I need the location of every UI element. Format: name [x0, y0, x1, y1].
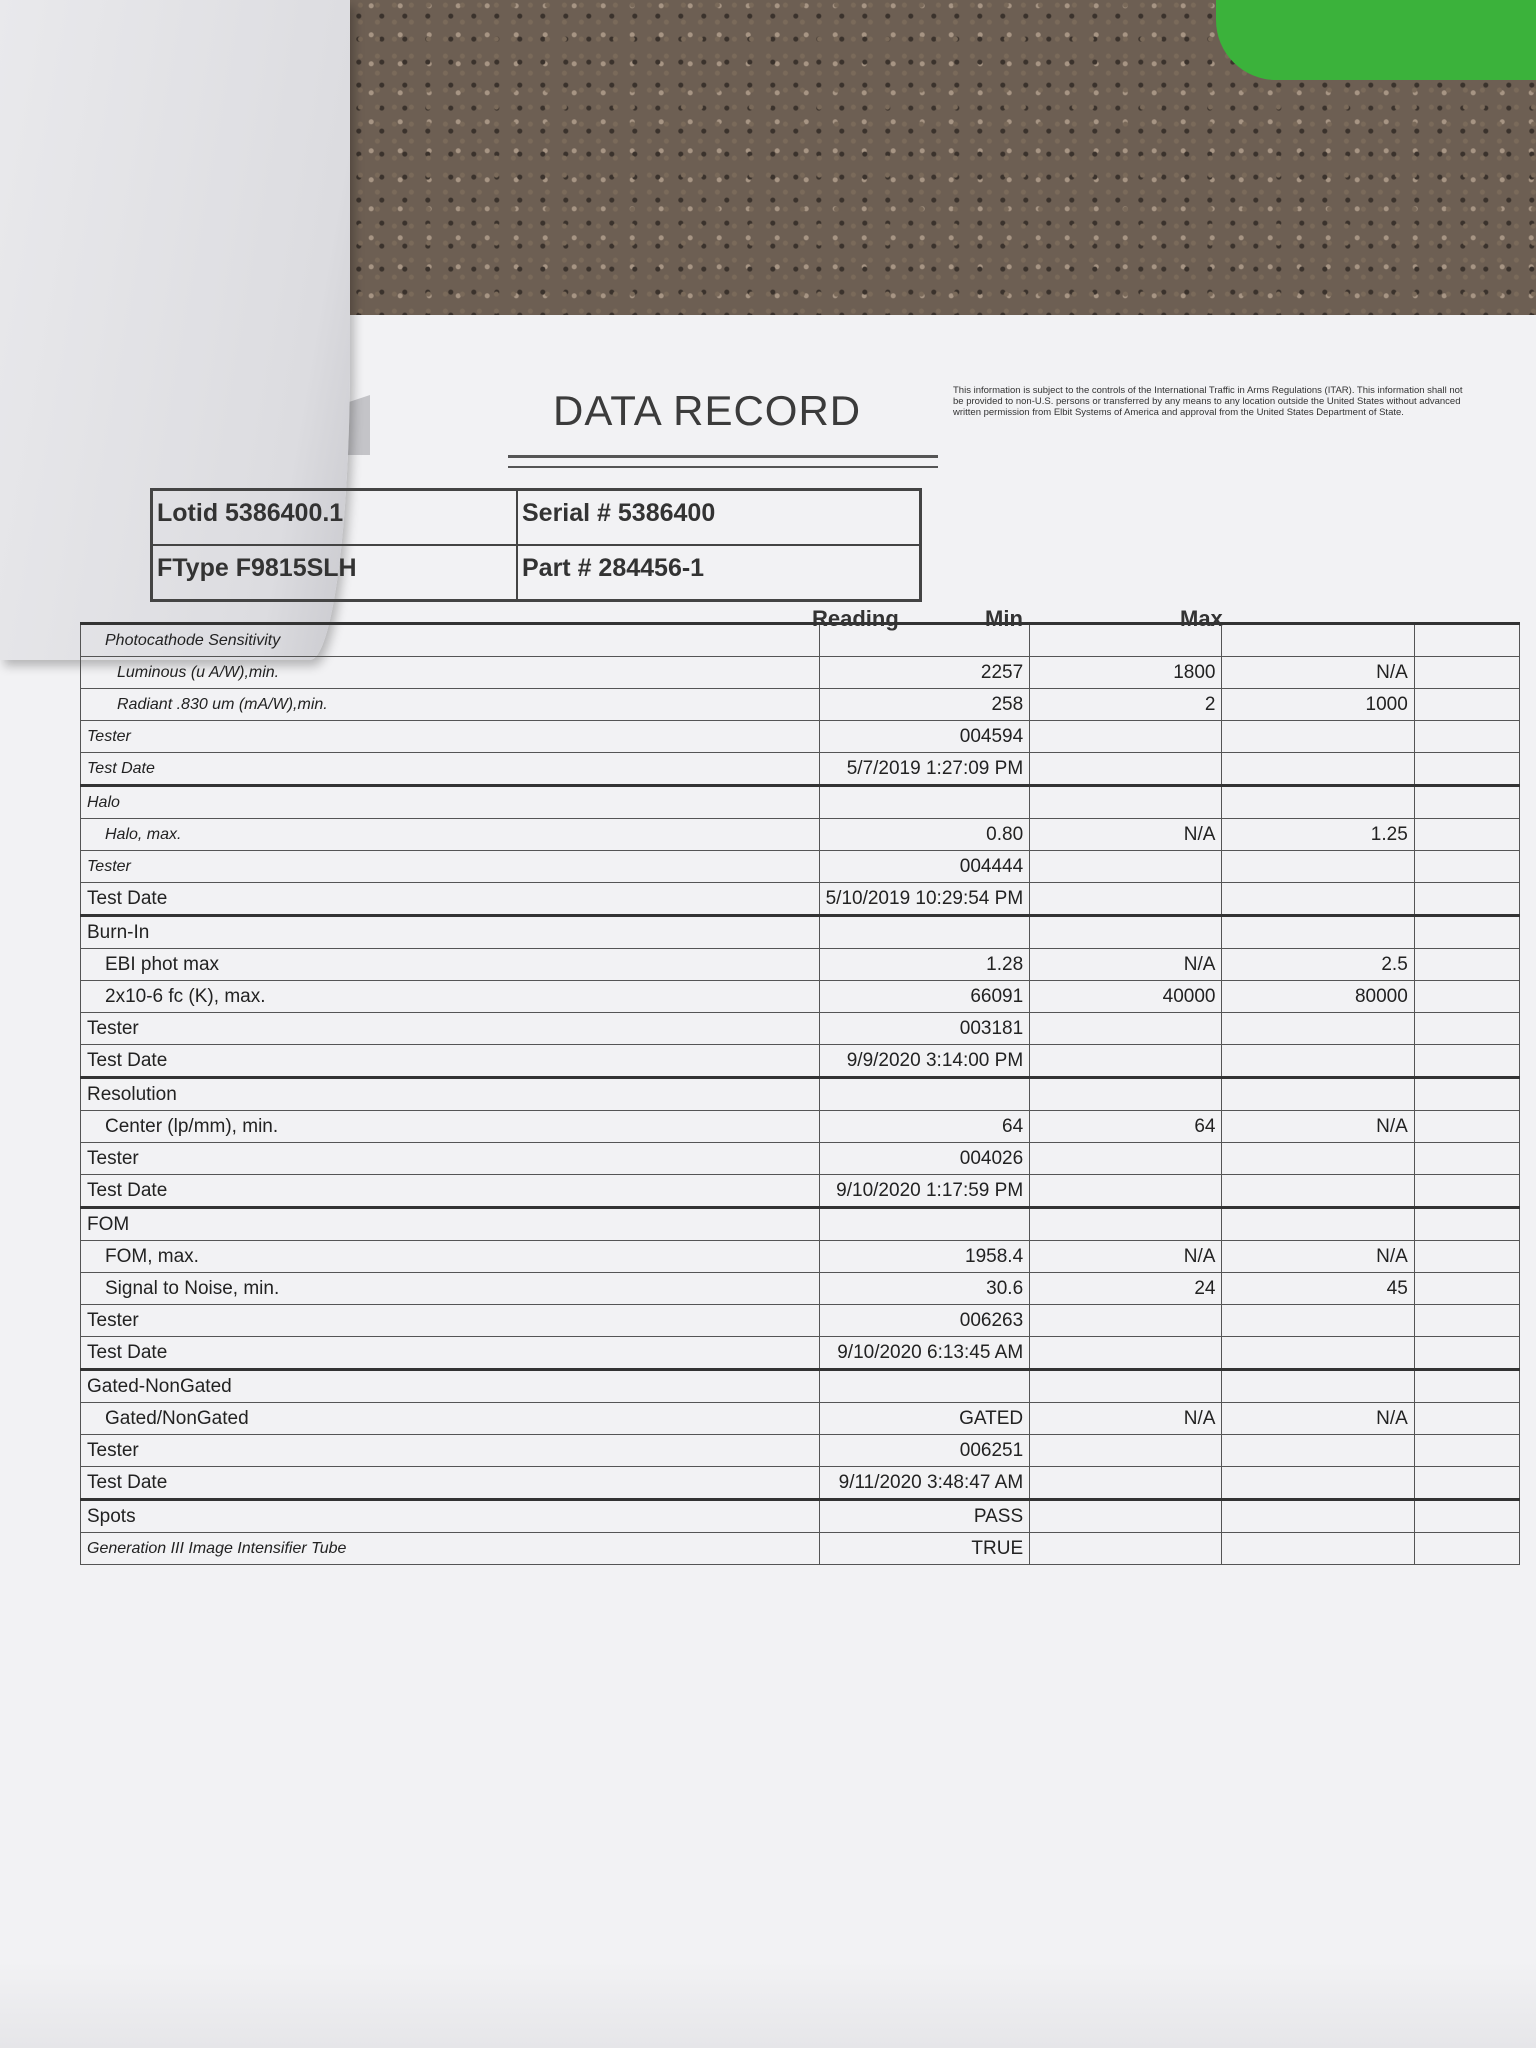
- row-label: Test Date: [81, 1175, 820, 1208]
- row-reading: 66091: [819, 981, 1030, 1013]
- row-label: Test Date: [81, 1337, 820, 1370]
- row-spare-cell: [1414, 657, 1519, 689]
- max-header: Max: [1180, 606, 1223, 631]
- row-max: [1222, 916, 1414, 949]
- row-max: [1222, 883, 1414, 916]
- row-reading: 5/10/2019 10:29:54 PM: [819, 883, 1030, 916]
- row-spare-cell: [1414, 1305, 1519, 1337]
- row-reading: 004026: [819, 1143, 1030, 1175]
- table-row: [81, 786, 1520, 819]
- row-spare-cell: [1414, 883, 1519, 916]
- table-row: [81, 1273, 1520, 1305]
- table-row: [81, 1403, 1520, 1435]
- row-reading: [819, 1370, 1030, 1403]
- row-spare-cell: [1414, 1208, 1519, 1241]
- row-spare-cell: [1414, 624, 1519, 657]
- row-max: N/A: [1222, 1241, 1414, 1273]
- table-row: [81, 1013, 1520, 1045]
- row-label: FOM, max.: [81, 1241, 820, 1273]
- row-reading: 9/11/2020 3:48:47 AM: [819, 1467, 1030, 1500]
- table-row: [81, 949, 1520, 981]
- green-bag: [1216, 0, 1536, 80]
- row-label: Gated-NonGated: [81, 1370, 820, 1403]
- row-min: [1030, 1500, 1222, 1533]
- table-row: [81, 657, 1520, 689]
- row-label: Test Date: [81, 753, 820, 786]
- row-spare-cell: [1414, 1143, 1519, 1175]
- row-min: [1030, 1337, 1222, 1370]
- row-label: Gated/NonGated: [81, 1403, 820, 1435]
- row-max: [1222, 1500, 1414, 1533]
- row-max: [1222, 1467, 1414, 1500]
- row-min: [1030, 1533, 1222, 1565]
- row-reading: 30.6: [819, 1273, 1030, 1305]
- row-spare-cell: [1414, 1337, 1519, 1370]
- row-min: [1030, 1370, 1222, 1403]
- row-label: Tester: [81, 721, 820, 753]
- row-min: [1030, 1467, 1222, 1500]
- row-spare-cell: [1414, 1241, 1519, 1273]
- row-label: Test Date: [81, 883, 820, 916]
- row-max: 1.25: [1222, 819, 1414, 851]
- row-max: N/A: [1222, 657, 1414, 689]
- row-min: [1030, 1305, 1222, 1337]
- row-min: N/A: [1030, 949, 1222, 981]
- row-max: 2.5: [1222, 949, 1414, 981]
- row-label: Tester: [81, 1305, 820, 1337]
- row-min: [1030, 1208, 1222, 1241]
- row-min: N/A: [1030, 1403, 1222, 1435]
- row-label: Generation III Image Intensifier Tube: [81, 1533, 820, 1565]
- row-spare-cell: [1414, 1370, 1519, 1403]
- row-min: [1030, 753, 1222, 786]
- row-min: [1030, 786, 1222, 819]
- row-max: [1222, 1208, 1414, 1241]
- row-min: 2: [1030, 689, 1222, 721]
- row-label: Halo: [81, 786, 820, 819]
- table-row: [81, 1078, 1520, 1111]
- row-max: [1222, 1045, 1414, 1078]
- table-row: [81, 1370, 1520, 1403]
- row-spare-cell: [1414, 721, 1519, 753]
- row-spare-cell: [1414, 949, 1519, 981]
- row-label: Signal to Noise, min.: [81, 1273, 820, 1305]
- row-reading: [819, 786, 1030, 819]
- row-min: 1800: [1030, 657, 1222, 689]
- row-spare-cell: [1414, 1533, 1519, 1565]
- row-spare-cell: [1414, 1435, 1519, 1467]
- row-label: FOM: [81, 1208, 820, 1241]
- row-label: Test Date: [81, 1467, 820, 1500]
- table-row: [81, 1208, 1520, 1241]
- row-reading: [819, 624, 1030, 657]
- row-max: [1222, 1078, 1414, 1111]
- row-reading: TRUE: [819, 1533, 1030, 1565]
- row-max: [1222, 851, 1414, 883]
- part-field: Part # 284456-1: [517, 545, 920, 600]
- lotid-field: Lotid 5386400.1: [152, 490, 517, 545]
- row-reading: 006251: [819, 1435, 1030, 1467]
- row-reading: PASS: [819, 1500, 1030, 1533]
- table-row: [81, 721, 1520, 753]
- row-min: [1030, 916, 1222, 949]
- table-row: [81, 1045, 1520, 1078]
- row-reading: 2257: [819, 657, 1030, 689]
- row-spare-cell: [1414, 1403, 1519, 1435]
- row-min: [1030, 1143, 1222, 1175]
- row-max: N/A: [1222, 1403, 1414, 1435]
- row-spare-cell: [1414, 1078, 1519, 1111]
- serial-field: Serial # 5386400: [517, 490, 920, 545]
- row-max: [1222, 1337, 1414, 1370]
- title-rule: [508, 455, 938, 468]
- row-min: [1030, 1013, 1222, 1045]
- reading-header: Reading: [812, 606, 899, 631]
- row-min: N/A: [1030, 819, 1222, 851]
- row-reading: 258: [819, 689, 1030, 721]
- row-min: 40000: [1030, 981, 1222, 1013]
- row-reading: 9/9/2020 3:14:00 PM: [819, 1045, 1030, 1078]
- row-reading: 9/10/2020 1:17:59 PM: [819, 1175, 1030, 1208]
- row-reading: [819, 1078, 1030, 1111]
- row-spare-cell: [1414, 689, 1519, 721]
- data-table: [80, 622, 1520, 1565]
- row-max: [1222, 1370, 1414, 1403]
- table-row: [81, 624, 1520, 657]
- table-row: [81, 689, 1520, 721]
- row-max: 45: [1222, 1273, 1414, 1305]
- table-row: [81, 916, 1520, 949]
- table-row: [81, 1467, 1520, 1500]
- row-max: [1222, 786, 1414, 819]
- row-min: N/A: [1030, 1241, 1222, 1273]
- row-max: [1222, 1175, 1414, 1208]
- row-min: 64: [1030, 1111, 1222, 1143]
- row-max: 1000: [1222, 689, 1414, 721]
- row-max: [1222, 753, 1414, 786]
- row-min: 24: [1030, 1273, 1222, 1305]
- row-reading: 003181: [819, 1013, 1030, 1045]
- table-row: [81, 851, 1520, 883]
- row-max: [1222, 1013, 1414, 1045]
- row-min: [1030, 851, 1222, 883]
- table-row: [81, 1533, 1520, 1565]
- data-table-wrapper: [80, 622, 1520, 1565]
- row-reading: 9/10/2020 6:13:45 AM: [819, 1337, 1030, 1370]
- row-spare-cell: [1414, 1175, 1519, 1208]
- row-reading: 004594: [819, 721, 1030, 753]
- ftype-field: FType F9815SLH: [152, 545, 517, 600]
- row-label: EBI phot max: [81, 949, 820, 981]
- row-label: Tester: [81, 851, 820, 883]
- row-max: [1222, 721, 1414, 753]
- row-label: Spots: [81, 1500, 820, 1533]
- row-spare-cell: [1414, 1467, 1519, 1500]
- table-row: [81, 1435, 1520, 1467]
- row-spare-cell: [1414, 1273, 1519, 1305]
- row-min: [1030, 883, 1222, 916]
- row-reading: [819, 916, 1030, 949]
- row-spare-cell: [1414, 1500, 1519, 1533]
- row-spare-cell: [1414, 1111, 1519, 1143]
- row-min: [1030, 624, 1222, 657]
- row-spare-cell: [1414, 819, 1519, 851]
- row-min: [1030, 721, 1222, 753]
- page-title: DATA RECORD: [553, 387, 862, 434]
- table-row: [81, 819, 1520, 851]
- row-label: Center (lp/mm), min.: [81, 1111, 820, 1143]
- row-label: Resolution: [81, 1078, 820, 1111]
- table-row: [81, 1143, 1520, 1175]
- row-max: [1222, 1305, 1414, 1337]
- row-spare-cell: [1414, 916, 1519, 949]
- row-reading: 006263: [819, 1305, 1030, 1337]
- min-header: Min: [985, 606, 1023, 631]
- table-row: [81, 1241, 1520, 1273]
- row-spare-cell: [1414, 753, 1519, 786]
- row-reading: GATED: [819, 1403, 1030, 1435]
- table-row: [81, 1305, 1520, 1337]
- row-label: Tester: [81, 1143, 820, 1175]
- table-row: [81, 1337, 1520, 1370]
- table-row: [81, 1175, 1520, 1208]
- table-row: [81, 981, 1520, 1013]
- row-reading: 1.28: [819, 949, 1030, 981]
- row-label: Photocathode Sensitivity: [81, 624, 820, 657]
- table-row: [81, 753, 1520, 786]
- row-reading: 1958.4: [819, 1241, 1030, 1273]
- row-reading: 004444: [819, 851, 1030, 883]
- row-min: [1030, 1435, 1222, 1467]
- row-max: [1222, 1533, 1414, 1565]
- table-row: [81, 1111, 1520, 1143]
- row-max: 80000: [1222, 981, 1414, 1013]
- id-box: [150, 488, 922, 602]
- row-spare-cell: [1414, 981, 1519, 1013]
- row-min: [1030, 1045, 1222, 1078]
- row-spare-cell: [1414, 786, 1519, 819]
- row-label: Luminous (u A/W),min.: [81, 657, 820, 689]
- itar-notice: This information is subject to the controls of the International Traffic in Arms Regulations (ITAR). This information shall not be provided to non-U.S. persons or transferred by any means to any location outside the United States without advanced written permission from Elbit Systems of America and approval from the United States Department of State.: [953, 385, 1463, 418]
- paper-bottom: [0, 1960, 1536, 2048]
- row-label: Radiant .830 um (mA/W),min.: [81, 689, 820, 721]
- row-max: N/A: [1222, 1111, 1414, 1143]
- row-reading: 64: [819, 1111, 1030, 1143]
- row-label: Test Date: [81, 1045, 820, 1078]
- row-reading: 5/7/2019 1:27:09 PM: [819, 753, 1030, 786]
- row-max: [1222, 1143, 1414, 1175]
- row-spare-cell: [1414, 1045, 1519, 1078]
- row-spare-cell: [1414, 851, 1519, 883]
- row-label: Halo, max.: [81, 819, 820, 851]
- table-row: [81, 883, 1520, 916]
- row-spare-cell: [1414, 1013, 1519, 1045]
- row-max: [1222, 1435, 1414, 1467]
- row-min: [1030, 1175, 1222, 1208]
- row-label: 2x10-6 fc (K), max.: [81, 981, 820, 1013]
- row-label: Tester: [81, 1435, 820, 1467]
- row-label: Burn-In: [81, 916, 820, 949]
- table-row: [81, 1500, 1520, 1533]
- row-reading: [819, 1208, 1030, 1241]
- row-label: Tester: [81, 1013, 820, 1045]
- row-max: [1222, 624, 1414, 657]
- row-reading: 0.80: [819, 819, 1030, 851]
- row-min: [1030, 1078, 1222, 1111]
